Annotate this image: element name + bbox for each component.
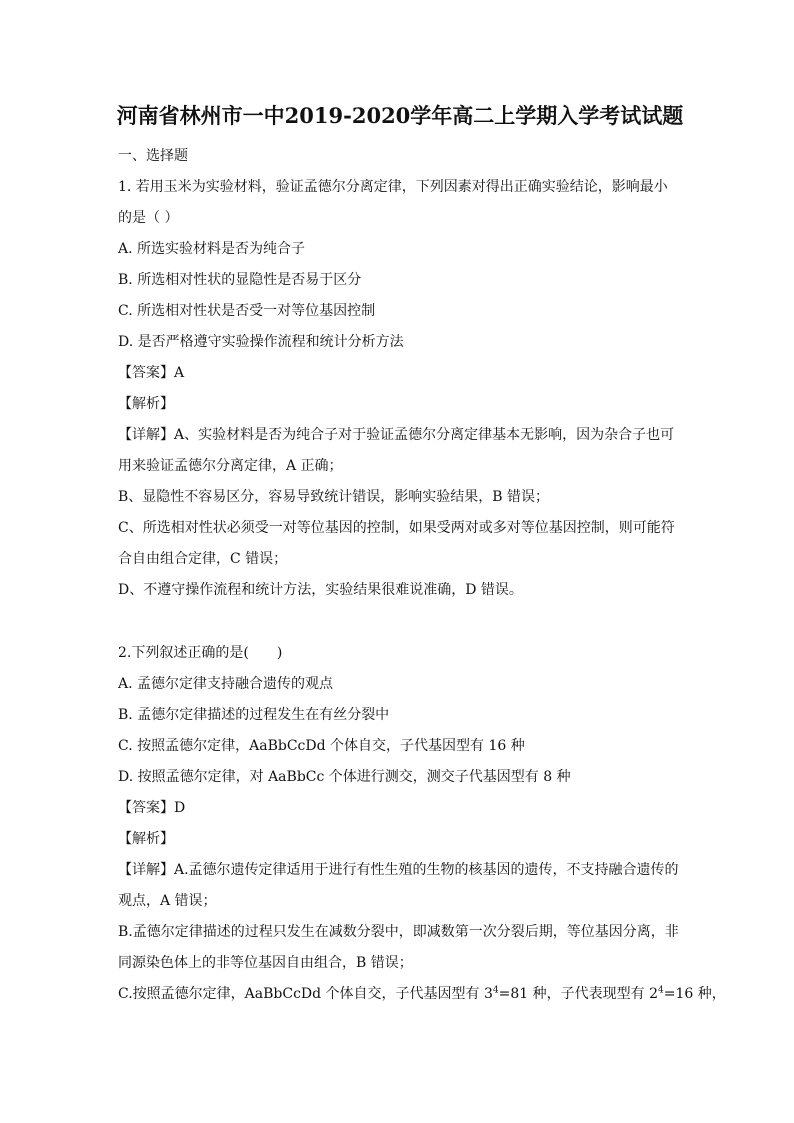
q2-detail-line3: B.孟德尔定律描述的过程只发生在减数分裂中，即减数第一次分裂后期，等位基因分离，非 [118,924,679,940]
q1-option-b: B. 所选相对性状的显隐性是否易于区分 [118,272,362,288]
q2-detail-line5-exponent1: 4 [492,985,499,996]
q2-detail-line4: 同源染色体上的非等位基因自由组合，B 错误； [118,955,413,971]
q2-detail-line5-exponent2: 4 [658,985,664,996]
q2-stem: 2.下列叙述正确的是( ) [118,645,283,661]
q1-option-a: A. 所选实验材料是否为纯合子 [118,241,306,257]
section-heading: 一、选择题 [118,148,188,164]
q1-detail-line1: 【详解】A、实验材料是否为纯合子对于验证孟德尔分离定律基本无影响，因为杂合子也可 [118,427,675,443]
q1-detail-line2: 用来验证孟德尔分离定律，A 正确； [118,458,343,474]
q2-answer: 【答案】D [118,800,186,816]
q1-detail-line3: B、显隐性不容易区分，容易导致统计错误，影响实验结果，B 错误； [118,489,550,505]
q2-option-d: D. 按照孟德尔定律，对 AaBbCc 个体进行测交，测交子代基因型有 8 种 [118,769,571,785]
q1-detail-line5: 合自由组合定律，C 错误； [118,551,288,567]
q2-detail-line5-part1: C.按照孟德尔定律，AaBbCcDd 个体自交，子代基因型有 3 [118,986,493,1002]
q2-detail-line1: 【详解】A.孟德尔遗传定律适用于进行有性生殖的生物的核基因的遗传，不支持融合遗传的 [118,862,679,878]
q2-detail-line5-part3: =16 种， [663,986,726,1002]
q1-option-c: C. 所选相对性状是否受一对等位基因控制 [118,303,376,319]
q1-option-d: D. 是否严格遵守实验操作流程和统计分析方法 [118,334,404,350]
q1-answer: 【答案】A [118,365,185,381]
q2-option-b: B. 孟德尔定律描述的过程发生在有丝分裂中 [118,707,390,723]
q2-detail-line2: 观点，A 错误； [118,893,217,909]
q1-detail-line6: D、不遵守操作流程和统计方法，实验结果很难说准确，D 错误。 [118,582,523,598]
page-title: 河南省林州市一中2019-2020学年高二上学期入学考试试题 [116,103,684,128]
q2-option-c: C. 按照孟德尔定律，AaBbCcDd 个体自交，子代基因型有 16 种 [118,738,525,754]
q1-stem-line1: 1. 若用玉米为实验材料，验证孟德尔分离定律，下列因素对得出正确实验结论，影响最小 [118,179,668,195]
q2-analysis-label: 【解析】 [118,831,174,847]
q2-detail-line5-part2: =81 种，子代表现型有 2 [498,986,659,1002]
q1-analysis-label: 【解析】 [118,396,174,412]
q1-detail-line4: C、所选相对性状必须受一对等位基因的控制，如果受两对或多对等位基因控制，则可能符 [118,520,675,536]
q2-option-a: A. 孟德尔定律支持融合遗传的观点 [118,676,334,692]
q1-stem-line2: 的是（ ） [118,210,179,226]
q2-detail-line5 [118,985,726,1003]
